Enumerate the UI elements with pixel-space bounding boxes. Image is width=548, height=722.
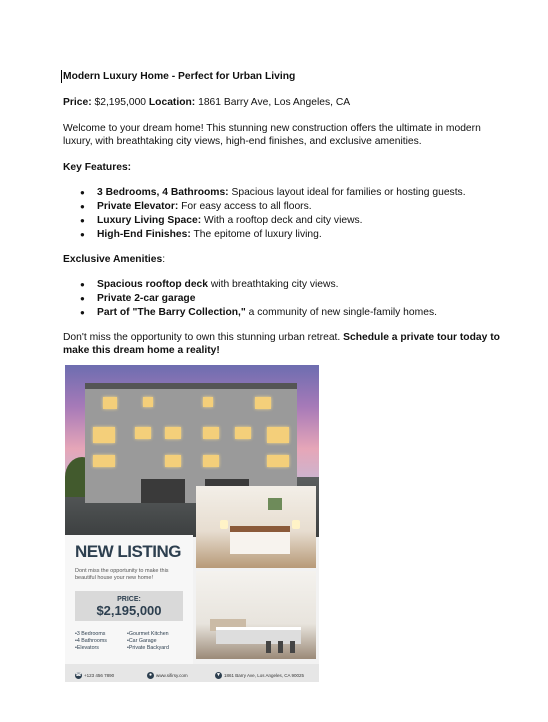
list-item: [63, 214, 503, 227]
flyer-price-value: $2,195,000: [96, 603, 162, 618]
phone-icon: ☎: [75, 672, 82, 679]
amenity-text: with breathtaking city views.: [208, 279, 339, 290]
window: [235, 427, 251, 439]
kitchen-island: [216, 627, 301, 644]
list-item: • 3 Bedrooms: [75, 631, 107, 638]
wall-art: [268, 498, 282, 510]
flyer-price-label: PRICE:: [117, 596, 141, 603]
listing-flyer-image: [65, 365, 319, 682]
location-pin-icon: ▼: [216, 672, 221, 679]
location-label: Location:: [148, 97, 196, 108]
feature-bold: Luxury Living Space:: [97, 215, 202, 226]
lamp: [292, 520, 300, 529]
key-features-heading: Key Features:: [63, 162, 132, 173]
flyer-phone-text: +123 456 7890: [84, 673, 115, 678]
list-item: [63, 278, 503, 291]
flyer-features-right: [127, 631, 169, 652]
price-value: $2,195,000: [91, 97, 149, 108]
amenities-heading: [63, 253, 503, 266]
flyer-price-box: [75, 591, 183, 621]
location-value: 1861 Barry Ave, Los Angeles, CA: [195, 97, 351, 108]
closing-paragraph: [63, 331, 503, 357]
garage-door: [141, 479, 185, 503]
closing-text: Don't miss the opportunity to own this stunning urban retreat.: [63, 332, 344, 343]
flyer-building: [85, 383, 297, 503]
kitchen-photo: [196, 571, 316, 659]
bar-stool: [290, 641, 295, 653]
feature-bold: Private Elevator:: [97, 201, 179, 212]
feature-text: The epitome of luxury living.: [190, 229, 322, 240]
listing-title: Modern Luxury Home - Perfect for Urban Living: [61, 70, 503, 83]
key-features-list: [63, 186, 503, 241]
feature-text: With a rooftop deck and city views.: [201, 215, 363, 226]
feature-bold: High-End Finishes:: [97, 229, 191, 240]
window: [93, 427, 115, 443]
flyer-address: [215, 669, 304, 682]
amenity-bold: Private 2-car garage: [97, 293, 196, 304]
window: [203, 455, 219, 467]
list-item: [63, 306, 503, 319]
window: [135, 427, 151, 439]
list-item: • Elevators: [75, 645, 107, 652]
flyer-info-panel: [65, 535, 193, 682]
feature-bold: 3 Bedrooms, 4 Bathrooms:: [97, 187, 229, 198]
amenity-bold: Part of "The Barry Collection,": [97, 307, 246, 318]
window: [203, 427, 219, 439]
flyer-web-text: www.sifirsy.com: [156, 673, 188, 678]
flyer-features-left: [75, 631, 107, 652]
bed: [230, 526, 290, 554]
window: [143, 397, 153, 407]
window: [165, 455, 181, 467]
closing-call-to-action: Schedule a private tour today to make this dream home a reality!: [63, 332, 500, 356]
lamp: [220, 520, 228, 529]
flyer-tagline: Dont miss the opportunity to make this beautiful house your new home!: [75, 568, 169, 581]
amenity-text: a community of new single-family homes.: [245, 307, 437, 318]
amenities-list: [63, 278, 503, 319]
feature-text: Spacious layout ideal for families or hosting guests.: [228, 187, 466, 198]
list-item: • Private Backyard: [127, 645, 169, 652]
price-label: Price:: [63, 97, 92, 108]
list-item: • Gourmet Kitchen: [127, 631, 169, 638]
bar-stool: [266, 641, 271, 653]
window: [93, 455, 115, 467]
price-location-line: [63, 96, 503, 109]
window: [103, 397, 117, 409]
window: [267, 427, 289, 443]
feature-text: For easy access to all floors.: [178, 201, 312, 212]
flyer-address-text: 1861 Barry Ave, Los Angeles, CA 90025: [224, 673, 304, 678]
list-item: • 4 Bathrooms: [75, 638, 107, 645]
flyer-phone: [75, 669, 114, 682]
globe-icon: ●: [148, 672, 153, 679]
window: [203, 397, 213, 407]
bedroom-photo: [196, 486, 316, 568]
flyer-footer: [65, 664, 319, 682]
roof-edge: [85, 383, 297, 389]
list-item: [63, 186, 503, 199]
amenities-heading-text: Exclusive Amenities: [63, 254, 163, 265]
list-item: [63, 292, 503, 305]
amenity-bold: Spacious rooftop deck: [97, 279, 208, 290]
window: [255, 397, 271, 409]
window: [267, 455, 289, 467]
bar-stool: [278, 641, 283, 653]
window: [165, 427, 181, 439]
list-item: • Car Garage: [127, 638, 169, 645]
list-item: [63, 200, 503, 213]
document-body: [63, 70, 503, 370]
list-item: [63, 228, 503, 241]
flyer-web: [147, 669, 188, 682]
intro-paragraph: Welcome to your dream home! This stunning new construction offers the ultimate in modern luxury, with breathtaking city views, high-end finishes, and exclusive amenities.: [63, 123, 481, 147]
flyer-headline: NEW LISTING: [75, 542, 181, 561]
amenities-heading-colon: :: [162, 254, 166, 265]
